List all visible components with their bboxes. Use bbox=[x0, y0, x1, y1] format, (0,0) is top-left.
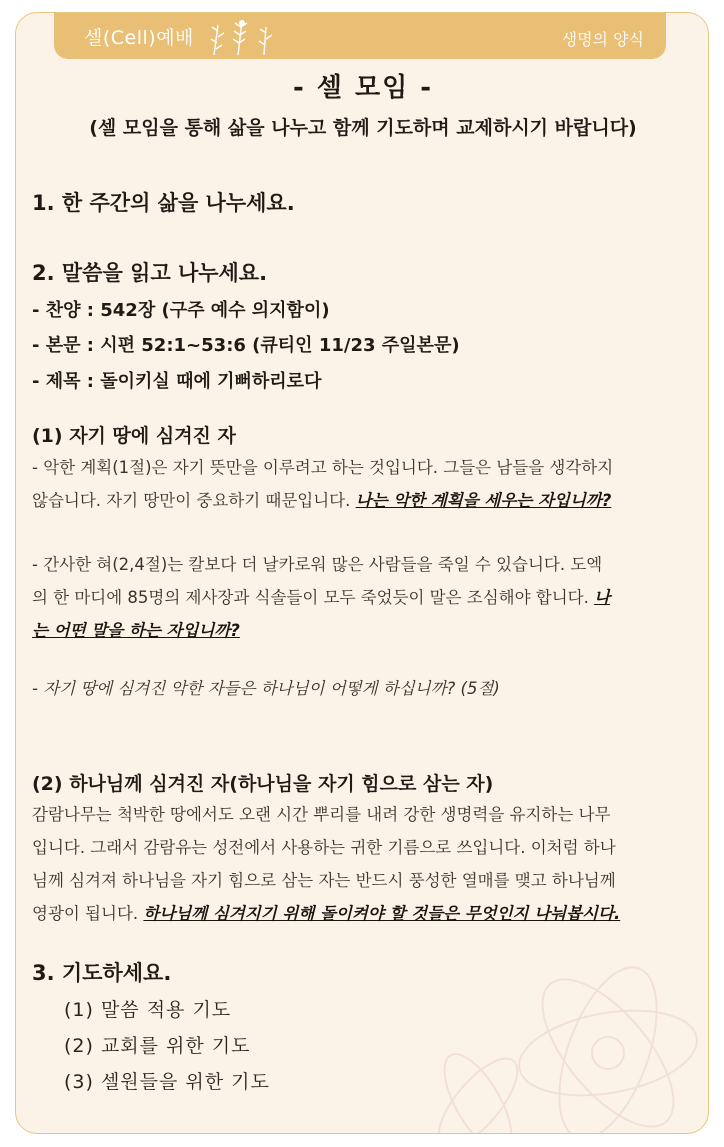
part1-p2-line1: - 간사한 혀(2,4절)는 칼보다 더 날카로워 많은 사람들을 죽일 수 있습니다. 도엑 bbox=[32, 555, 603, 574]
part1-p2-line3 bbox=[32, 614, 698, 647]
header-bar bbox=[54, 13, 666, 59]
page-title: - 셀 모임 - bbox=[292, 73, 434, 103]
part2-line2: 입니다. 그래서 감람유는 성전에서 사용하는 귀한 기름으로 쓰입니다. 이처럼 하나 bbox=[32, 838, 616, 857]
part1-p1-line2 bbox=[32, 484, 698, 517]
section2-heading: 2. 말씀을 읽고 나누세요. bbox=[32, 261, 268, 285]
hymn-line: - 찬양 : 542장 (구주 예수 의지함이) bbox=[32, 300, 330, 321]
part1-paragraph2 bbox=[32, 548, 698, 647]
prayer-item-2: (2) 교회를 위한 기도 bbox=[64, 1035, 251, 1057]
part2-question: 하나님께 심겨지기 위해 돌이켜야 할 것들은 무엇인지 나눠봅시다. bbox=[143, 904, 621, 923]
part1-p2-line2-text: 의 한 마디에 85명의 제사장과 식솔들이 모두 죽었듯이 말은 조심해야 합니다. bbox=[32, 588, 589, 607]
part1-p1-line2-text: 않습니다. 자기 땅만이 중요하기 때문입니다. bbox=[32, 491, 351, 510]
section3-heading: 3. 기도하세요. bbox=[32, 961, 172, 985]
part1-p2-question-start: 나 bbox=[594, 588, 611, 607]
worship-card bbox=[15, 12, 709, 1134]
part1-heading: (1) 자기 땅에 심겨진 자 bbox=[32, 425, 236, 447]
scripture-line: - 본문 : 시편 52:1~53:6 (큐티인 11/23 주일본문) bbox=[32, 335, 460, 356]
header-subtitle: 생명의 양식 bbox=[561, 30, 644, 49]
page-intro: (셀 모임을 통해 삶을 나누고 함께 기도하며 교제하시기 바랍니다) bbox=[89, 117, 637, 139]
prayer-item-3: (3) 셀원들을 위한 기도 bbox=[64, 1071, 270, 1093]
part1-paragraph1 bbox=[32, 451, 698, 517]
part2-line3: 님께 심겨져 하나님을 자기 힘으로 삼는 자는 반드시 풍성한 열매를 맺고 하나님께 bbox=[32, 871, 616, 890]
part1-p1-question: 나는 악한 계획을 세우는 자입니까? bbox=[355, 491, 612, 510]
part1-question: - 자기 땅에 심겨진 악한 자들은 하나님이 어떻게 하십니까? (5절) bbox=[32, 679, 500, 698]
part2-paragraph bbox=[32, 798, 698, 930]
section1-heading: 1. 한 주간의 삶을 나누세요. bbox=[32, 191, 295, 215]
part2-heading: (2) 하나님께 심겨진 자(하나님을 자기 힘으로 삼는 자) bbox=[32, 773, 494, 795]
flower-decoration bbox=[388, 903, 709, 1134]
part1-p2-question-end: 는 어떤 말을 하는 자입니까? bbox=[32, 621, 240, 640]
part1-p2-line2 bbox=[32, 581, 698, 614]
part2-line4 bbox=[32, 897, 698, 930]
header-title: 셀(Cell)예배 bbox=[84, 27, 194, 49]
topic-line: - 제목 : 돌이키실 때에 기뻐하리로다 bbox=[32, 371, 322, 392]
sprig-icon bbox=[204, 17, 284, 57]
part1-p1-line1: - 악한 계획(1절)은 자기 뜻만을 이루려고 하는 것입니다. 그들은 남들을 생각하지 bbox=[32, 458, 614, 477]
part2-line4-text: 영광이 됩니다. bbox=[32, 904, 139, 923]
prayer-item-1: (1) 말씀 적용 기도 bbox=[64, 999, 232, 1021]
part2-line1: 감람나무는 척박한 땅에서도 오랜 시간 뿌리를 내려 강한 생명력을 유지하는 나무 bbox=[32, 805, 611, 824]
